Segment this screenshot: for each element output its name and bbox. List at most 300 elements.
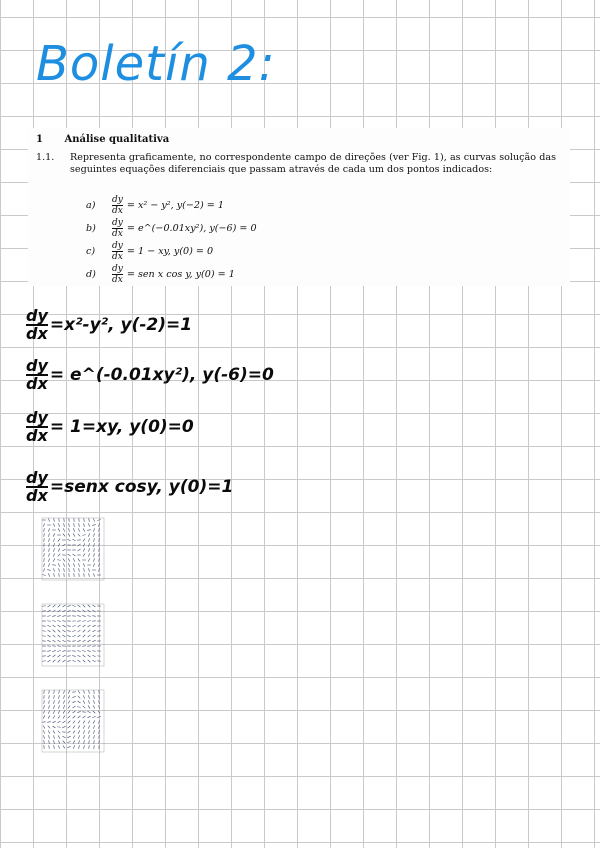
- direction-segment: [44, 705, 45, 709]
- direction-segment: [62, 549, 65, 551]
- direction-segment: [67, 554, 70, 556]
- derivative-fraction: [26, 470, 48, 504]
- direction-segment: [92, 610, 95, 612]
- direction-segment: [82, 621, 86, 622]
- direction-segment: [94, 558, 95, 562]
- direction-segment: [67, 741, 70, 742]
- direction-segment: [58, 660, 61, 663]
- direction-segment: [67, 661, 70, 662]
- direction-segment: [83, 605, 86, 608]
- direction-segment: [77, 544, 80, 546]
- direction-segment: [83, 695, 84, 698]
- direction-segment: [52, 646, 56, 647]
- direction-segment: [49, 548, 50, 552]
- direction-segment: [58, 554, 60, 557]
- direction-segment: [58, 635, 61, 637]
- direction-segment: [68, 711, 70, 714]
- printed-exercise: [28, 128, 570, 286]
- direction-segment: [58, 655, 61, 657]
- direction-segment: [63, 534, 65, 537]
- direction-segment: [62, 610, 65, 612]
- direction-segment: [44, 735, 45, 739]
- direction-segment: [58, 630, 61, 632]
- direction-segment: [77, 651, 80, 652]
- section-number: 1: [36, 134, 43, 145]
- direction-segment: [72, 636, 75, 637]
- direction-segment: [49, 740, 50, 744]
- direction-segment: [63, 746, 65, 749]
- direction-segment: [87, 625, 90, 627]
- direction-segment: [82, 716, 85, 718]
- handwritten-equation-a: [26, 308, 192, 342]
- direction-segment: [72, 660, 75, 661]
- fraction-numerator: dy: [26, 468, 48, 487]
- direction-segment: [67, 731, 70, 733]
- direction-segment: [92, 605, 95, 607]
- direction-segment: [92, 716, 95, 717]
- direction-segment: [98, 720, 100, 723]
- direction-segment: [83, 700, 85, 703]
- item-label: a): [86, 199, 96, 211]
- direction-segment: [49, 558, 50, 561]
- direction-segment: [88, 605, 91, 607]
- direction-segment: [78, 721, 80, 724]
- direction-segment: [83, 690, 84, 693]
- direction-segment: [72, 631, 75, 632]
- direction-segment: [94, 538, 95, 542]
- direction-segment: [67, 747, 71, 748]
- equation-rhs: = sen x cos y, y(0) = 1: [126, 268, 235, 280]
- handwritten-rhs: = e^(-0.01xy²), y(-6)=0: [49, 365, 274, 385]
- section-title: Análise qualitativa: [64, 134, 170, 145]
- direction-segment: [87, 640, 90, 642]
- direction-segment: [83, 630, 86, 632]
- derivative-fraction: [26, 308, 48, 342]
- direction-segment: [73, 721, 75, 724]
- direction-segment: [62, 625, 65, 627]
- slope-field-plot-1: [36, 516, 108, 586]
- direction-segment: [58, 710, 60, 713]
- direction-segment: [68, 726, 71, 728]
- direction-segment: [57, 650, 60, 651]
- equation-rhs: = x² − y², y(−2) = 1: [126, 199, 224, 211]
- direction-segment: [47, 630, 50, 632]
- direction-segment: [83, 548, 85, 551]
- direction-segment: [64, 568, 65, 572]
- direction-segment: [67, 631, 71, 632]
- direction-segment: [74, 568, 75, 572]
- direction-segment: [97, 519, 100, 520]
- direction-segment: [53, 735, 54, 738]
- direction-segment: [73, 740, 75, 743]
- direction-segment: [72, 554, 75, 556]
- direction-segment: [88, 725, 89, 728]
- direction-segment: [48, 563, 49, 566]
- direction-segment: [52, 726, 55, 728]
- direction-segment: [87, 711, 90, 713]
- derivative-fraction: [112, 264, 123, 285]
- direction-segment: [87, 615, 90, 616]
- direction-segment: [78, 528, 79, 531]
- direction-segment: [94, 548, 95, 552]
- problem-statement: [36, 152, 556, 176]
- direction-segment: [89, 735, 90, 739]
- direction-segment: [53, 730, 55, 733]
- direction-segment: [73, 726, 75, 729]
- direction-segment: [69, 568, 70, 572]
- direction-segment: [99, 730, 100, 734]
- direction-segment: [89, 730, 90, 733]
- plot-frame: [42, 604, 104, 666]
- direction-segment: [73, 745, 75, 748]
- direction-segment: [98, 523, 99, 526]
- handwritten-title: Boletín 2:: [36, 36, 276, 92]
- direction-segment: [88, 538, 89, 541]
- direction-segment: [68, 721, 71, 723]
- direction-segment: [68, 533, 70, 536]
- direction-segment: [58, 735, 60, 738]
- direction-segment: [49, 538, 50, 542]
- direction-segment: [78, 635, 81, 637]
- direction-segment: [63, 635, 66, 637]
- direction-segment: [52, 650, 55, 651]
- direction-segment: [52, 625, 55, 627]
- direction-segment: [54, 548, 55, 551]
- direction-segment: [68, 716, 70, 719]
- slope-field-plot-2: [36, 602, 108, 672]
- direction-segment: [67, 636, 71, 637]
- direction-segment: [84, 568, 85, 572]
- direction-segment: [73, 558, 75, 561]
- direction-segment: [48, 715, 50, 718]
- direction-segment: [83, 543, 85, 546]
- direction-segment: [83, 725, 84, 728]
- direction-segment: [47, 610, 50, 612]
- direction-segment: [52, 615, 55, 616]
- direction-segment: [72, 641, 76, 642]
- direction-segment: [57, 727, 61, 728]
- direction-segment: [48, 528, 49, 531]
- direction-segment: [53, 605, 56, 607]
- direction-segment: [53, 630, 56, 632]
- direction-segment: [92, 635, 95, 637]
- derivative-fraction: [112, 241, 123, 262]
- direction-segment: [63, 559, 65, 562]
- direction-segment: [78, 725, 80, 728]
- direction-segment: [88, 568, 89, 571]
- direction-segment: [49, 700, 50, 704]
- item-label: c): [86, 245, 96, 257]
- direction-segment: [68, 701, 70, 704]
- handwritten-equation-b: [26, 358, 274, 392]
- direction-segment: [72, 656, 76, 657]
- direction-segment: [63, 605, 66, 607]
- direction-segment: [57, 621, 61, 622]
- direction-segment: [93, 563, 94, 566]
- direction-segment: [53, 710, 54, 713]
- direction-segment: [92, 625, 95, 626]
- direction-segment: [89, 690, 90, 694]
- direction-segment: [78, 660, 81, 662]
- direction-segment: [84, 740, 85, 744]
- direction-segment: [92, 651, 96, 652]
- derivative-fraction: [112, 218, 123, 239]
- direction-segment: [88, 553, 89, 556]
- direction-segment: [93, 720, 95, 723]
- direction-segment: [89, 573, 90, 577]
- direction-segment: [83, 563, 85, 566]
- problem-number: 1.1.: [36, 152, 55, 163]
- handwritten-rhs: =x²-y², y(-2)=1: [49, 315, 193, 335]
- direction-segment: [68, 558, 70, 561]
- direction-segment: [67, 611, 71, 612]
- direction-segment: [93, 528, 94, 531]
- direction-segment: [77, 549, 80, 551]
- direction-segment: [97, 717, 101, 718]
- section-heading: [36, 134, 169, 145]
- direction-segment: [53, 655, 56, 657]
- direction-segment: [68, 695, 70, 698]
- direction-segment: [57, 721, 60, 723]
- equation-rhs: = 1 − xy, y(0) = 0: [126, 245, 214, 257]
- direction-segment: [64, 523, 65, 527]
- direction-segment: [88, 523, 89, 526]
- direction-segment: [84, 745, 85, 749]
- direction-segment: [63, 705, 65, 708]
- direction-segment: [54, 705, 55, 708]
- direction-segment: [58, 605, 61, 608]
- direction-segment: [72, 701, 75, 702]
- direction-segment: [87, 716, 90, 718]
- direction-segment: [82, 650, 85, 651]
- direction-segment: [44, 558, 45, 562]
- direction-segment: [87, 650, 90, 651]
- direction-segment: [99, 695, 100, 699]
- direction-segment: [62, 736, 65, 738]
- direction-segment: [99, 700, 100, 704]
- fraction-denominator: dx: [112, 251, 123, 262]
- direction-segment: [49, 543, 50, 547]
- direction-segment: [63, 721, 66, 723]
- direction-segment: [83, 610, 86, 612]
- direction-segment: [92, 616, 96, 617]
- direction-segment: [53, 553, 54, 556]
- direction-segment: [83, 730, 84, 733]
- direction-segment: [83, 528, 85, 531]
- direction-segment: [58, 543, 60, 546]
- direction-segment: [88, 533, 90, 536]
- direction-segment: [54, 518, 55, 522]
- direction-segment: [94, 730, 95, 734]
- direction-segment: [83, 539, 85, 542]
- direction-segment: [42, 574, 45, 575]
- direction-segment: [53, 533, 55, 536]
- direction-segment: [72, 539, 75, 541]
- direction-segment: [89, 745, 90, 749]
- item-label: d): [86, 268, 96, 280]
- direction-segment: [78, 730, 79, 733]
- direction-segment: [83, 706, 86, 708]
- direction-segment: [92, 630, 95, 632]
- direction-segment: [44, 528, 45, 532]
- direction-segment: [62, 651, 65, 652]
- direction-segment: [48, 730, 49, 733]
- equation-item-d: [86, 263, 235, 285]
- direction-segment: [67, 606, 70, 607]
- direction-segment: [83, 554, 85, 557]
- direction-segment: [43, 725, 45, 728]
- direction-segment: [49, 745, 50, 749]
- direction-segment: [72, 706, 75, 708]
- direction-segment: [94, 700, 95, 703]
- direction-segment: [58, 716, 60, 719]
- direction-segment: [62, 544, 65, 546]
- fraction-denominator: dx: [26, 486, 48, 505]
- direction-segment: [77, 610, 80, 612]
- direction-segment: [62, 616, 66, 617]
- direction-segment: [53, 568, 54, 571]
- direction-segment: [74, 528, 75, 531]
- direction-segment: [88, 700, 89, 703]
- direction-segment: [89, 548, 90, 551]
- direction-segment: [73, 735, 75, 738]
- direction-segment: [72, 626, 76, 627]
- fraction-numerator: dy: [112, 263, 123, 274]
- direction-segment: [59, 568, 60, 572]
- fraction-numerator: dy: [26, 408, 48, 427]
- direction-segment: [54, 700, 55, 704]
- direction-segment: [49, 735, 50, 738]
- direction-segment: [43, 568, 44, 571]
- equation-item-c: [86, 240, 213, 262]
- direction-segment: [54, 690, 55, 694]
- direction-segment: [73, 731, 75, 734]
- direction-segment: [87, 530, 91, 531]
- direction-segment: [88, 660, 91, 662]
- direction-segment: [98, 711, 100, 714]
- direction-segment: [52, 565, 56, 566]
- direction-segment: [54, 543, 55, 546]
- direction-segment: [52, 721, 55, 722]
- direction-segment: [57, 640, 60, 642]
- direction-segment: [78, 735, 79, 738]
- direction-segment: [72, 611, 76, 612]
- direction-segment: [89, 740, 90, 744]
- direction-segment: [62, 621, 66, 622]
- direction-segment: [78, 690, 80, 693]
- direction-segment: [58, 625, 61, 627]
- item-label: b): [86, 222, 96, 234]
- direction-segment: [49, 695, 50, 699]
- direction-segment: [58, 528, 60, 531]
- direction-segment: [78, 563, 79, 566]
- direction-segment: [54, 740, 55, 743]
- direction-segment: [98, 568, 99, 571]
- direction-segment: [94, 690, 95, 694]
- direction-segment: [43, 710, 44, 713]
- equation-rhs: = e^(−0.01xy²), y(−6) = 0: [126, 222, 257, 234]
- direction-segment: [58, 548, 60, 551]
- direction-segment: [47, 651, 51, 652]
- slope-field-plot-3: [36, 688, 108, 758]
- direction-segment: [57, 646, 61, 647]
- direction-segment: [92, 660, 95, 662]
- direction-segment: [92, 640, 95, 641]
- direction-segment: [99, 563, 100, 567]
- direction-segment: [47, 570, 50, 571]
- direction-segment: [53, 558, 55, 561]
- direction-segment: [53, 635, 56, 637]
- equation-item-a: [86, 194, 224, 216]
- direction-segment: [77, 707, 81, 708]
- direction-segment: [53, 610, 56, 612]
- direction-segment: [48, 518, 49, 521]
- direction-segment: [47, 635, 50, 637]
- direction-segment: [94, 533, 95, 537]
- direction-segment: [63, 690, 64, 693]
- direction-segment: [93, 711, 96, 714]
- direction-segment: [83, 625, 86, 627]
- direction-segment: [59, 700, 60, 703]
- direction-segment: [49, 533, 50, 537]
- direction-segment: [88, 558, 90, 561]
- direction-segment: [73, 533, 75, 536]
- direction-segment: [79, 745, 80, 748]
- direction-segment: [78, 630, 81, 632]
- fraction-denominator: dx: [112, 274, 123, 285]
- direction-segment: [83, 635, 86, 637]
- derivative-fraction: [112, 195, 123, 216]
- derivative-fraction: [26, 358, 48, 392]
- direction-segment: [78, 534, 80, 537]
- direction-segment: [68, 706, 70, 709]
- direction-segment: [59, 695, 60, 699]
- fraction-denominator: dx: [26, 374, 48, 393]
- direction-segment: [94, 543, 95, 547]
- direction-segment: [54, 695, 55, 699]
- direction-segment: [94, 695, 95, 699]
- direction-segment: [93, 518, 94, 521]
- direction-segment: [74, 563, 75, 566]
- direction-segment: [82, 646, 86, 647]
- direction-segment: [88, 720, 90, 723]
- direction-segment: [44, 740, 45, 744]
- direction-segment: [77, 711, 80, 712]
- direction-segment: [62, 726, 65, 727]
- direction-segment: [47, 616, 51, 617]
- direction-segment: [77, 655, 80, 657]
- direction-segment: [54, 573, 55, 577]
- direction-segment: [82, 615, 85, 616]
- direction-segment: [93, 705, 94, 708]
- direction-segment: [63, 563, 64, 566]
- direction-segment: [89, 695, 90, 698]
- direction-segment: [77, 625, 80, 627]
- direction-segment: [88, 705, 90, 708]
- derivative-fraction: [26, 410, 48, 444]
- direction-segment: [67, 539, 70, 541]
- direction-segment: [63, 710, 65, 713]
- direction-segment: [52, 621, 56, 622]
- direction-segment: [87, 646, 91, 647]
- direction-segment: [42, 661, 46, 662]
- direction-segment: [53, 538, 54, 541]
- direction-segment: [78, 716, 81, 718]
- direction-segment: [62, 655, 65, 657]
- direction-segment: [47, 660, 50, 662]
- direction-segment: [63, 660, 66, 662]
- direction-segment: [89, 518, 90, 522]
